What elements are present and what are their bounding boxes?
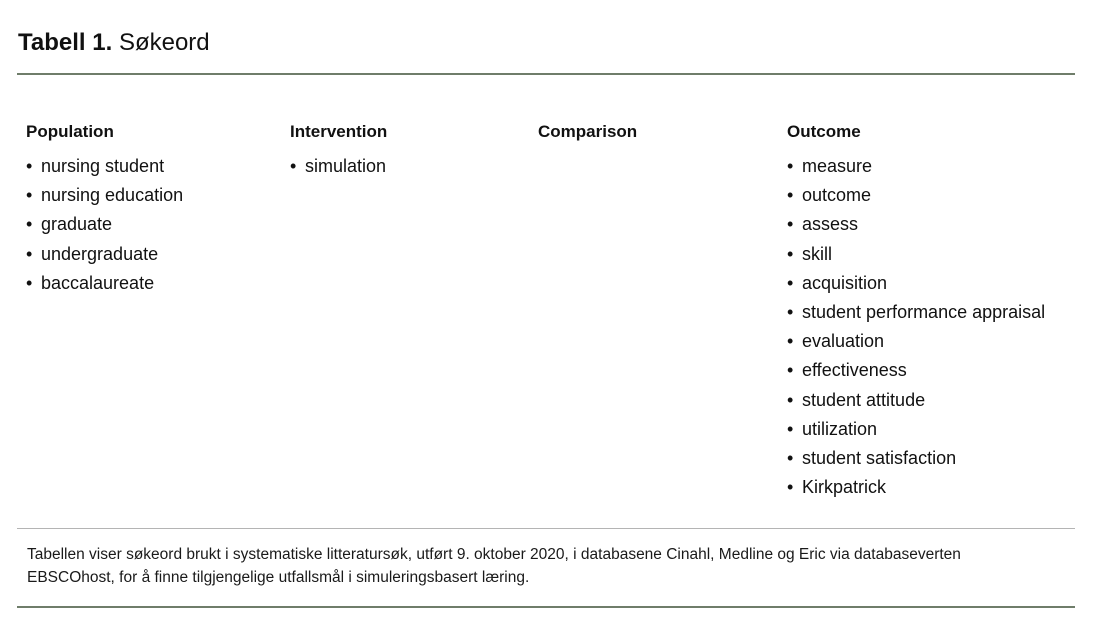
table-title bbox=[18, 27, 210, 59]
list-item: • simulation bbox=[290, 152, 387, 181]
list-item: • assess bbox=[787, 210, 1045, 239]
column-intervention bbox=[290, 121, 387, 181]
list-item: • student satisfaction bbox=[787, 444, 1045, 473]
list-item: • undergraduate bbox=[26, 240, 183, 269]
bullet-icon: • bbox=[787, 243, 794, 264]
bottom-divider bbox=[17, 606, 1075, 608]
bullet-icon: • bbox=[787, 272, 794, 293]
bullet-icon: • bbox=[787, 301, 794, 322]
list-item: • acquisition bbox=[787, 269, 1045, 298]
bullet-icon: • bbox=[26, 243, 33, 264]
list-item: • nursing student bbox=[26, 152, 183, 181]
caption-line: Tabellen viser søkeord brukt i systematiske litteratursøk, utført 9. oktober 2020, i databasene Cinahl, Medline og Eric via databaseverten bbox=[27, 546, 961, 563]
bullet-icon: • bbox=[26, 272, 33, 293]
bullet-icon: • bbox=[787, 185, 794, 206]
bullet-icon: • bbox=[787, 331, 794, 352]
bullet-icon: • bbox=[787, 447, 794, 468]
bullet-icon: • bbox=[787, 156, 794, 176]
caption-divider bbox=[17, 528, 1075, 529]
list-item: • measure bbox=[787, 152, 1045, 181]
list-item: • student performance appraisal bbox=[787, 298, 1045, 327]
bullet-icon: • bbox=[787, 389, 794, 410]
list-item: • student attitude bbox=[787, 386, 1045, 415]
list-item: • outcome bbox=[787, 181, 1045, 210]
column-population bbox=[26, 121, 183, 298]
population-list bbox=[26, 152, 183, 298]
bullet-icon: • bbox=[787, 418, 794, 439]
list-item: • effectiveness bbox=[787, 356, 1045, 385]
list-item: • Kirkpatrick bbox=[787, 473, 1045, 502]
bullet-icon: • bbox=[787, 477, 794, 498]
column-header-comparison: Comparison bbox=[538, 122, 638, 141]
bullet-icon: • bbox=[787, 214, 794, 235]
intervention-list bbox=[290, 152, 387, 181]
column-header-outcome: Outcome bbox=[787, 122, 861, 141]
bullet-icon: • bbox=[26, 185, 33, 206]
top-divider bbox=[17, 73, 1075, 75]
list-item: • graduate bbox=[26, 210, 183, 239]
table-caption bbox=[27, 543, 1072, 589]
list-item: • skill bbox=[787, 240, 1045, 269]
list-item: • utilization bbox=[787, 415, 1045, 444]
caption-line: EBSCOhost, for å finne tilgjengelige utfallsmål i simuleringsbasert læring. bbox=[27, 569, 530, 586]
column-outcome bbox=[787, 121, 1045, 502]
table-title-text: Søkeord bbox=[118, 29, 210, 56]
column-comparison bbox=[538, 121, 637, 152]
bullet-icon: • bbox=[787, 360, 794, 381]
outcome-list bbox=[787, 152, 1045, 502]
column-header-intervention: Intervention bbox=[290, 122, 388, 141]
bullet-icon: • bbox=[290, 156, 297, 176]
bullet-icon: • bbox=[26, 214, 33, 235]
list-item: • baccalaureate bbox=[26, 269, 183, 298]
table-label: Tabell 1. bbox=[18, 29, 113, 56]
bullet-icon: • bbox=[26, 156, 33, 176]
column-header-population: Population bbox=[26, 122, 114, 141]
list-item: • nursing education bbox=[26, 181, 183, 210]
list-item: • evaluation bbox=[787, 327, 1045, 356]
